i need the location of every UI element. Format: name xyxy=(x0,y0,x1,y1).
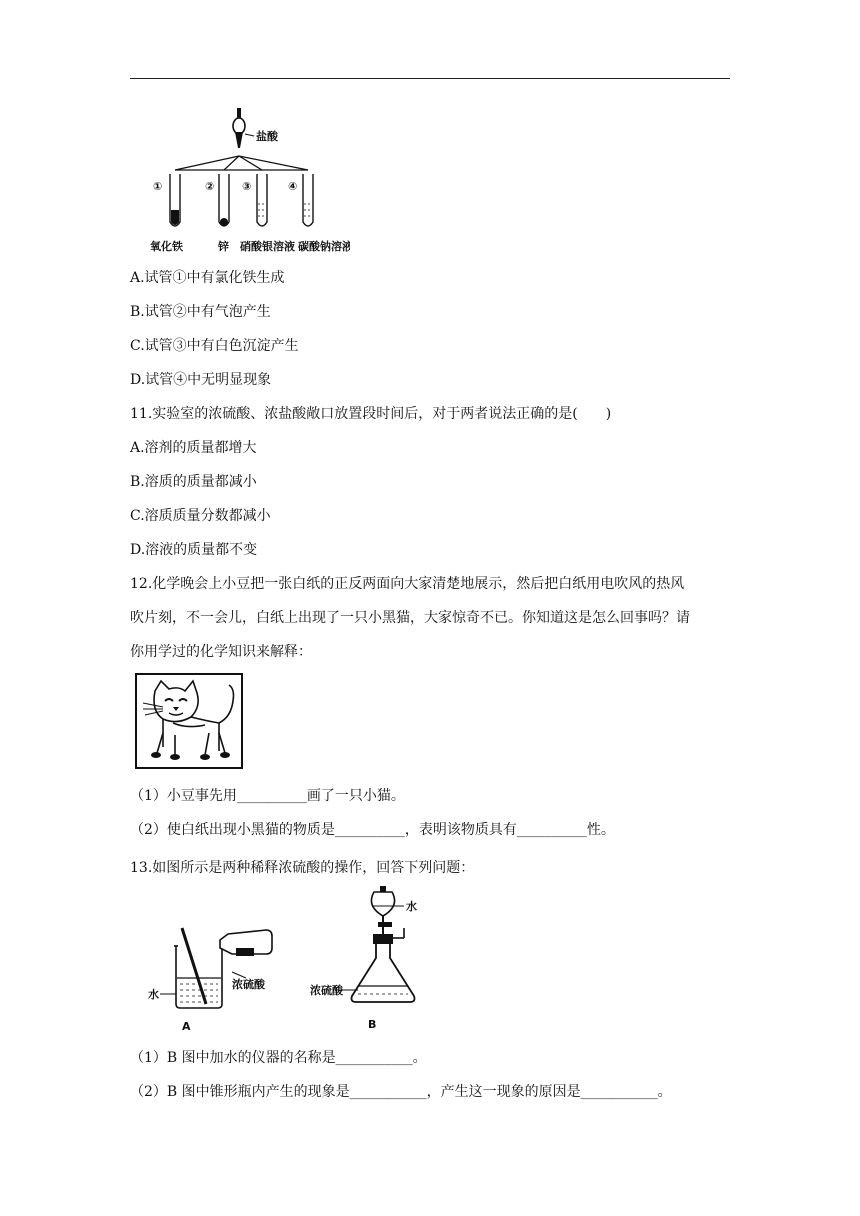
test-tube-4 xyxy=(303,174,313,226)
tube-number-4: ④ xyxy=(288,180,298,193)
q12-stem-line-2: 吹片刻，不一会儿，白纸上出现了一只小黑猫，大家惊奇不已。你知道这是怎么回事吗？请 xyxy=(130,610,690,626)
q12-stem-line-3: 你用学过的化学知识来解释： xyxy=(130,644,312,660)
figure-b-acid-label: 浓硫酸 xyxy=(310,984,343,997)
q13-sub-1: （1）B 图中加水的仪器的名称是___________。 xyxy=(130,1050,427,1066)
test-tube-3 xyxy=(257,174,267,226)
figure-b xyxy=(308,884,448,1032)
tube-label-3: 硝酸银溶液 xyxy=(240,240,295,253)
q11-option-c: C.溶质质量分数都减小 xyxy=(130,508,271,524)
q12-stem-line-1: 12.化学晚会上小豆把一张白纸的正反两面向大家清楚地展示，然后把白纸用电吹风的热风 xyxy=(130,576,685,592)
dilution-diagram-a xyxy=(148,918,278,1034)
reagent-label: 盐酸 xyxy=(256,130,278,143)
figure-b-label: B xyxy=(368,1018,377,1031)
tube-number-2: ② xyxy=(205,180,215,193)
tube-number-3: ③ xyxy=(242,180,252,193)
tube-label-1: 氧化铁 xyxy=(150,240,183,253)
q11-option-b: B.溶质的质量都减小 xyxy=(130,474,257,490)
figure-a-water-label: 水 xyxy=(148,988,159,1001)
q13-sub-2: （2）B 图中锥形瓶内产生的现象是___________，产生这一现象的原因是___________。 xyxy=(130,1084,672,1100)
figure-a-acid-label: 浓硫酸 xyxy=(232,978,265,991)
dilution-diagram-b xyxy=(308,884,448,1032)
q11-stem: 11.实验室的浓硫酸、浓盐酸敞口放置段时间后，对于两者说法正确的是( ) xyxy=(130,406,612,422)
dropper-bulb xyxy=(233,118,245,134)
tube-label-2: 锌 xyxy=(218,240,229,253)
test-tube-diagram xyxy=(150,104,350,256)
figure-b-water-label: 水 xyxy=(406,900,417,913)
q12-sub-1: （1）小豆事先用__________画了一只小猫。 xyxy=(130,788,405,804)
cat-drawing xyxy=(135,673,243,769)
figure-a-label: A xyxy=(182,1020,191,1033)
conical-flask xyxy=(352,944,415,1002)
header-rule xyxy=(130,78,730,79)
q10-option-b: B.试管②中有气泡产生 xyxy=(130,304,271,320)
separatory-funnel xyxy=(371,892,394,916)
q13-stem: 13.如图所示是两种稀释浓硫酸的操作，回答下列问题： xyxy=(130,860,475,876)
q12-sub-2: （2）使白纸出现小黑猫的物质是__________，表明该物质具有__________性。 xyxy=(130,822,615,838)
dropper-top xyxy=(237,108,241,118)
q10-option-c: C.试管③中有白色沉淀产生 xyxy=(130,338,299,354)
glass-rod xyxy=(182,928,206,1004)
q10-option-a: A.试管①中有氯化铁生成 xyxy=(130,270,285,286)
dropper-tip xyxy=(235,132,243,148)
cat-figure xyxy=(135,673,243,769)
tube-label-4: 碳酸钠溶液 xyxy=(298,240,350,253)
test-tube-figure xyxy=(150,104,350,256)
q11-option-d: D.溶液的质量都不变 xyxy=(130,542,258,558)
tube-number-1: ① xyxy=(153,180,163,193)
flask-stopper xyxy=(373,934,393,944)
figure-a xyxy=(148,918,278,1034)
q10-option-d: D.试管④中无明显现象 xyxy=(130,372,272,388)
q11-option-a: A.溶剂的质量都增大 xyxy=(130,440,257,456)
